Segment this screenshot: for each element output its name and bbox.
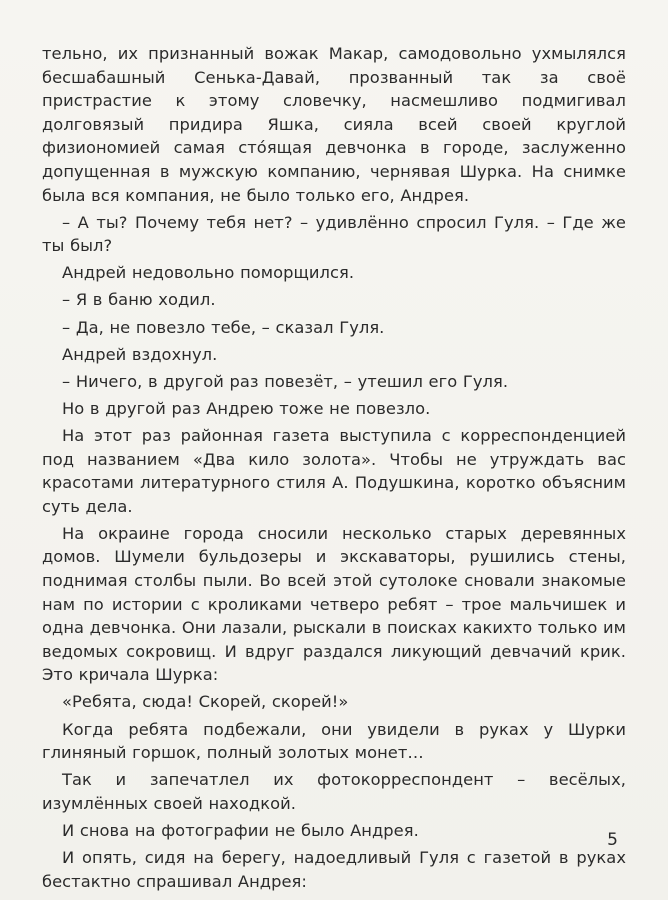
paragraph-14: И снова на фотографии не было Андрея. xyxy=(62,820,419,840)
paragraph-11: «Ребята, сюда! Скорей, скорей!» xyxy=(62,692,349,712)
paragraph-4: – Я в баню ходил. xyxy=(62,290,216,310)
page-text xyxy=(42,42,626,893)
paragraph-12: Когда ребята подбежали, они увидели в руках у Шурки глиняный горшок, полный золотых монет… xyxy=(42,719,626,763)
paragraph-13: Так и запечатлел их фотокорреспондент – весёлых, изумлённых своей находкой. xyxy=(42,770,626,813)
paragraph-9: На этот раз районная газета выступила с корреспонденцией под названием «Два кило золота». Чтобы не утруждать вас красотами литературного стиля А. Подушкина, коротко объясним суть дела. xyxy=(42,425,626,516)
paragraph-15: И опять, сидя на берегу, надоедливый Гуля с газетой в руках бестактно спрашивал Андрея: xyxy=(42,848,626,891)
paragraph-2: – А ты? Почему тебя нет? – удивлённо спросил Гуля. – Где же ты был? xyxy=(42,212,626,256)
paragraph-5: – Да, не повезло тебе, – сказал Гуля. xyxy=(62,317,385,337)
paragraph-8: Но в другой раз Андрею тоже не повезло. xyxy=(62,398,431,418)
page-number: 5 xyxy=(607,830,618,850)
paragraph-1: тельно, их признанный вожак Макар, самодовольно ухмылялся бесшабашный Сенька-Давай, прозванный так за своё пристрастие к этому словечку, насмешливо подмигивал долговязый придира Яшка, сияла всей своей круглой физиономией самая сто́ящая девчонка в городе, заслуженно допущенная в мужскую компанию, чернявая Шурка. На снимке была вся компания, не было только его, Андрея. xyxy=(42,44,626,205)
paragraph-3: Андрей недовольно поморщился. xyxy=(62,263,355,283)
paragraph-10: На окраине города сносили несколько старых деревянных домов. Шумели бульдозеры и экскаваторы, рушились стены, поднимая столбы пыли. Во всей этой сутолоке сновали знакомые нам по истории с кроликами четверо ребят – трое мальчишек и одна девчонка. Они лазали, рыскали в поисках какихто только им ведомых сокровищ. И вдруг раздался ликующий девчачий крик. Это кричала Шурка: xyxy=(42,523,626,685)
paragraph-7: – Ничего, в другой раз повезёт, – утешил его Гуля. xyxy=(62,371,509,391)
paragraph-6: Андрей вздохнул. xyxy=(62,344,218,364)
